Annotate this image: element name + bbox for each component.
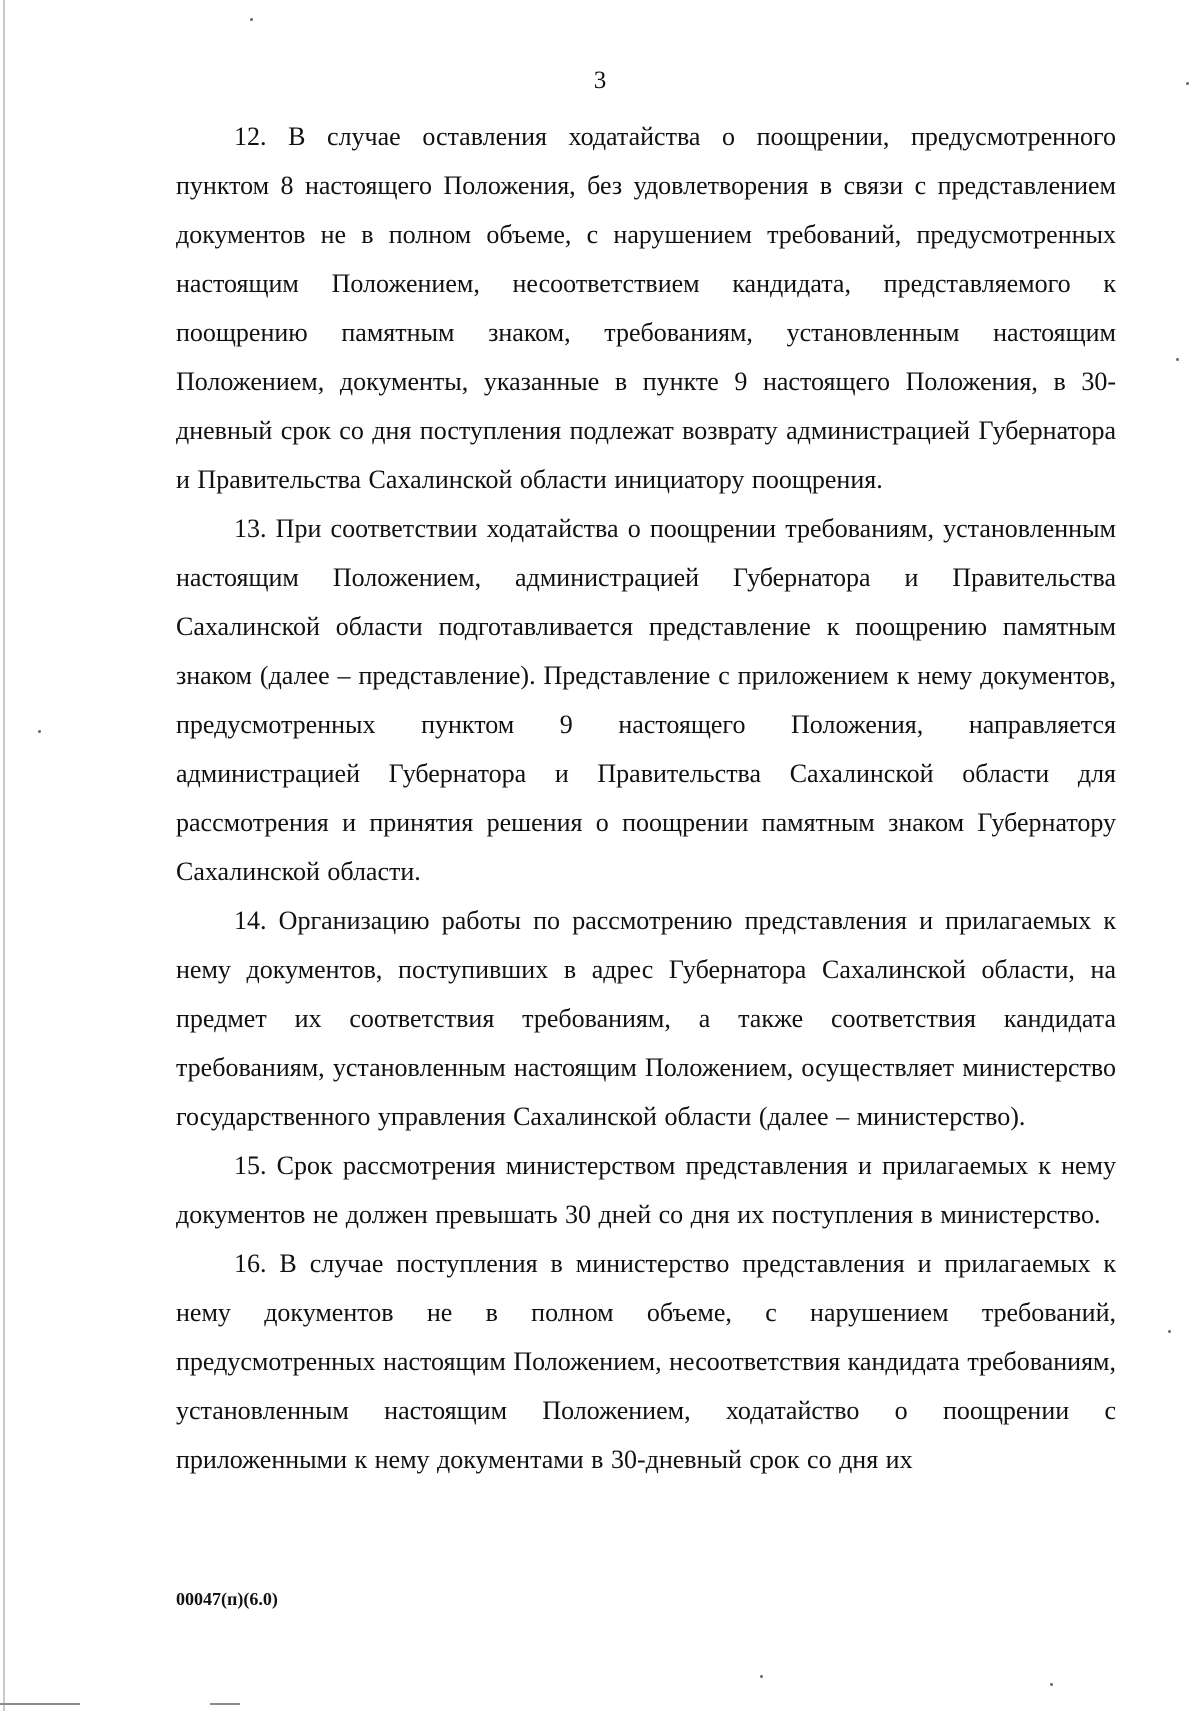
paragraph-14: 14. Организацию работы по рассмотрению представления и прилагаемых к нему документов, поступивших в адрес Губернатора Сахалинской области, на предмет их соответствия требованиям, а также соответствия кандидата требованиям, установленным настоящим Положением, осуществляет министерство государственного управления Сахалинской области (далее – министерство). xyxy=(176,906,1116,1131)
paragraph-15: 15. Срок рассмотрения министерством представления и прилагаемых к нему документов не должен превышать 30 дней со дня их поступления в министерство. xyxy=(176,1151,1116,1229)
scan-speck xyxy=(1186,82,1189,85)
scan-speck xyxy=(760,1675,763,1678)
document-body xyxy=(176,112,1116,1484)
scan-speck xyxy=(1176,358,1179,361)
scan-bottom-line xyxy=(210,1703,240,1705)
scan-speck xyxy=(250,18,253,21)
paragraph-12: 12. В случае оставления ходатайства о поощрении, предусмотренного пунктом 8 настоящего Положения, без удовлетворения в связи с представлением документов не в полном объеме, с нарушением требований, предусмотренных настоящим Положением, несоответствием кандидата, представляемого к поощрению памятным знаком, требованиям, установленным настоящим Положением, документы, указанные в пункте 9 настоящего Положения, в 30-дневный срок со дня поступления подлежат возврату администрацией Губернатора и Правительства Сахалинской области инициатору поощрения. xyxy=(176,122,1116,494)
scan-edge-line xyxy=(3,0,5,1711)
paragraph-16: 16. В случае поступления в министерство представления и прилагаемых к нему документов не в полном объеме, с нарушением требований, предусмотренных настоящим Положением, несоответствия кандидата требованиям, установленным настоящим Положением, ходатайство о поощрении с приложенными к нему документами в 30-дневный срок со дня их xyxy=(176,1249,1116,1474)
scan-speck xyxy=(1050,1683,1053,1686)
scan-speck xyxy=(1168,1330,1171,1333)
footer-document-code: 00047(п)(6.0) xyxy=(176,1589,278,1609)
page-number: 3 xyxy=(593,67,607,94)
scan-bottom-line xyxy=(0,1703,80,1705)
scan-speck xyxy=(38,730,41,733)
paragraph-13: 13. При соответствии ходатайства о поощрении требованиям, установленным настоящим Положением, администрацией Губернатора и Правительства Сахалинской области подготавливается представление к поощрению памятным знаком (далее – представление). Представление с приложением к нему документов, предусмотренных пунктом 9 настоящего Положения, направляется администрацией Губернатора и Правительства Сахалинской области для рассмотрения и принятия решения о поощрении памятным знаком Губернатору Сахалинской области. xyxy=(176,514,1116,886)
